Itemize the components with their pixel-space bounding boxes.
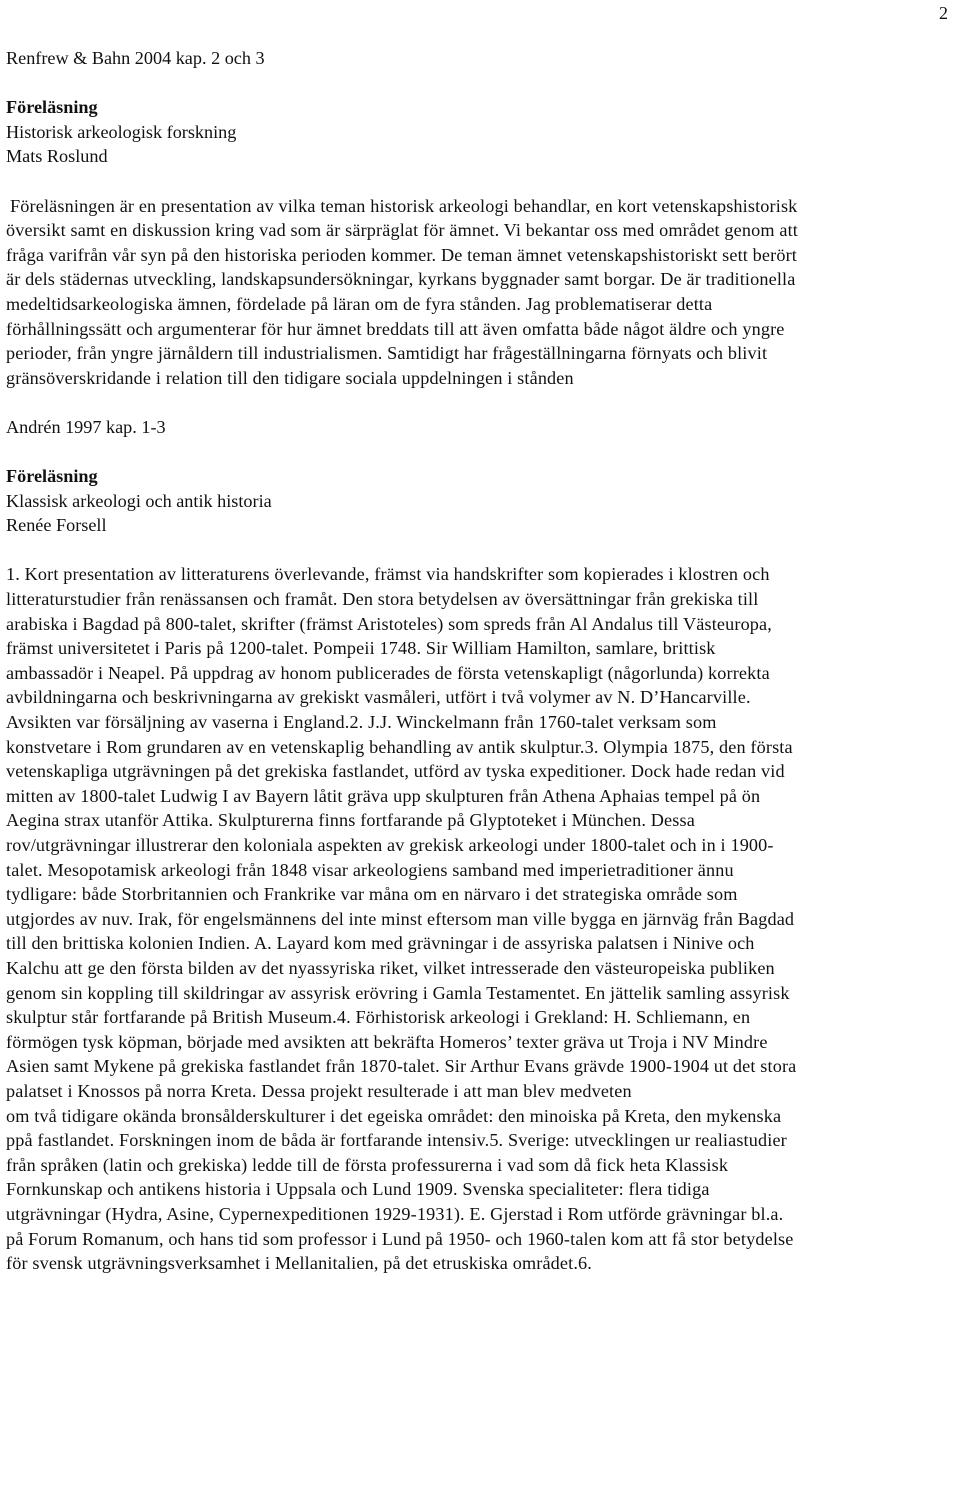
- lecture-description: 1. Kort presentation av litteraturens överlevande, främst via handskrifter som kopierades i klostren och litteraturstudier från renässansen och framåt. Den stora betydelsen av översättningar från grekiska till arabiska i Bagdad på 800-talet, skrifter (främst Aristoteles) som spreds från Al Andalus till Västeuropa, främst universitetet i Paris på 1200-talet. Pompeii 1748. Sir William Hamilton, samlare, brittisk ambassadör i Neapel. På uppdrag av honom publicerades de första vetenskapligt (någorlunda) korrekta avbildningarna och beskrivningarna av grekiskt vasmåleri, utfört i två volymer av N. D’Hancarville. Avsikten var försäljning av vaserna i England.2. J.J. Winckelmann från 1760-talet verksam som konstvetare i Rom grundaren av en vetenskaplig behandling av antik skulptur.3. Olympia 1875, den första vetenskapliga utgrävningen på det grekiska fastlandet, utförd av tyska expeditioner. Dock hade redan vid mitten av 1800-talet Ludwig I av Bayern låtit gräva upp skulpturen från Athena Aphaias tempel på ön Aegina strax utanför Attika. Skulpturerna finns fortfarande på Glyptoteket i München. Dessa rov/utgrävningar illustrerar den koloniala aspekten av grekisk arkeologi under 1800-talet och in i 1900-talet. Mesopotamisk arkeologi från 1848 visar arkeologiens samband med imperietraditioner ännu tydligare: både Storbritannien och Frankrike var måna om en närvaro i det strategiska område som utgjordes av nuv. Irak, för engelsmännens del inte minst eftersom man ville bygga en järnväg från Bagdad till den brittiska kolonien Indien. A. Layard kom med grävningar i de assyriska palatsen i Ninive och Kalchu att ge den första bilden av det nyassyriska riket, vilket intresserade den västeuropeiska publiken genom sin koppling till skildringar av assyrisk erövring i Gamla Testamentet. En jättelik samling assyrisk skulptur står fortfarande på British Museum.4. Förhistorisk arkeologi i Grekland: H. Schliemann, en förmögen tysk köpman, började med avsikten att bekräfta Homeros’ texter gräva ut Troja i NV Mindre Asien samt Mykene på grekiska fastlandet från 1870-talet. Sir Arthur Evans grävde 1900-1904 ut det stora palatset i Knossos på norra Kreta. Dessa projekt resulterade i att man blev medveten: [6, 564, 797, 1101]
- spacer: [6, 71, 798, 96]
- lecture-title: Historisk arkeologisk forskning: [6, 121, 237, 142]
- spacer: [6, 169, 798, 194]
- lecture-description-continued: om två tidigare okända bronsålderskulturer i det egeiska området: den minoiska på Kreta, den mykenska ppå fastlandet. Forskningen inom de båda är fortfarande intensiv.5. Sverige: utvecklingen ur realiastudier från språken (latin och grekiska) ledde till de första professurerna i vad som då fick heta Klassisk Fornkunskap och antikens historia i Uppsala och Lund 1909. Svenska specialiteter: flera tidiga utgrävningar (Hydra, Asine, Cypernexpeditionen 1929-1931). E. Gjerstad i Rom utförde grävningar bl.a. på Forum Romanum, och hans tid som professor i Lund på 1950- och 1960-talen kom att få stor betydelse för svensk utgrävningsverksamhet i Mellanitalien, på det etruskiska området.6.: [6, 1105, 794, 1274]
- lecture-title: Klassisk arkeologi och antik historia: [6, 490, 272, 511]
- spacer: [6, 390, 798, 415]
- lecture-type-label: Föreläsning: [6, 97, 98, 118]
- reading-reference: Andrén 1997 kap. 1-3: [6, 416, 166, 437]
- lecturer-name: Renée Forsell: [6, 515, 107, 536]
- spacer: [6, 538, 798, 563]
- lecture-type-label: Föreläsning: [6, 466, 98, 487]
- lecturer-name: Mats Roslund: [6, 146, 108, 167]
- page-number: 2: [939, 3, 948, 23]
- document-body: [6, 46, 798, 1276]
- lecture-description: Föreläsningen är en presentation av vilka teman historisk arkeologi behandlar, en kort vetenskapshistorisk översikt samt en diskussion kring vad som är särpräglat för ämnet. Vi bekantar oss med området genom att fråga varifrån vår syn på den historiska perioden kommer. De teman ämnet vetenskapshistoriskt sett berört är dels städernas utveckling, landskapsundersökningar, kyrkans byggnader samt borgar. De är traditionella medeltidsarkeologiska ämnen, fördelade på läran om de fyra stånden. Jag problematiserar detta förhållningssätt och argumenterar för hur ämnet breddats till att även omfatta både något äldre och yngre perioder, från yngre järnåldern till industrialismen. Samtidigt har frågeställningarna förnyats och blivit gränsöverskridande i relation till den tidigare sociala uppdelningen i stånden: [6, 195, 799, 388]
- reading-reference: Renfrew & Bahn 2004 kap. 2 och 3: [6, 48, 265, 68]
- spacer: [6, 440, 798, 465]
